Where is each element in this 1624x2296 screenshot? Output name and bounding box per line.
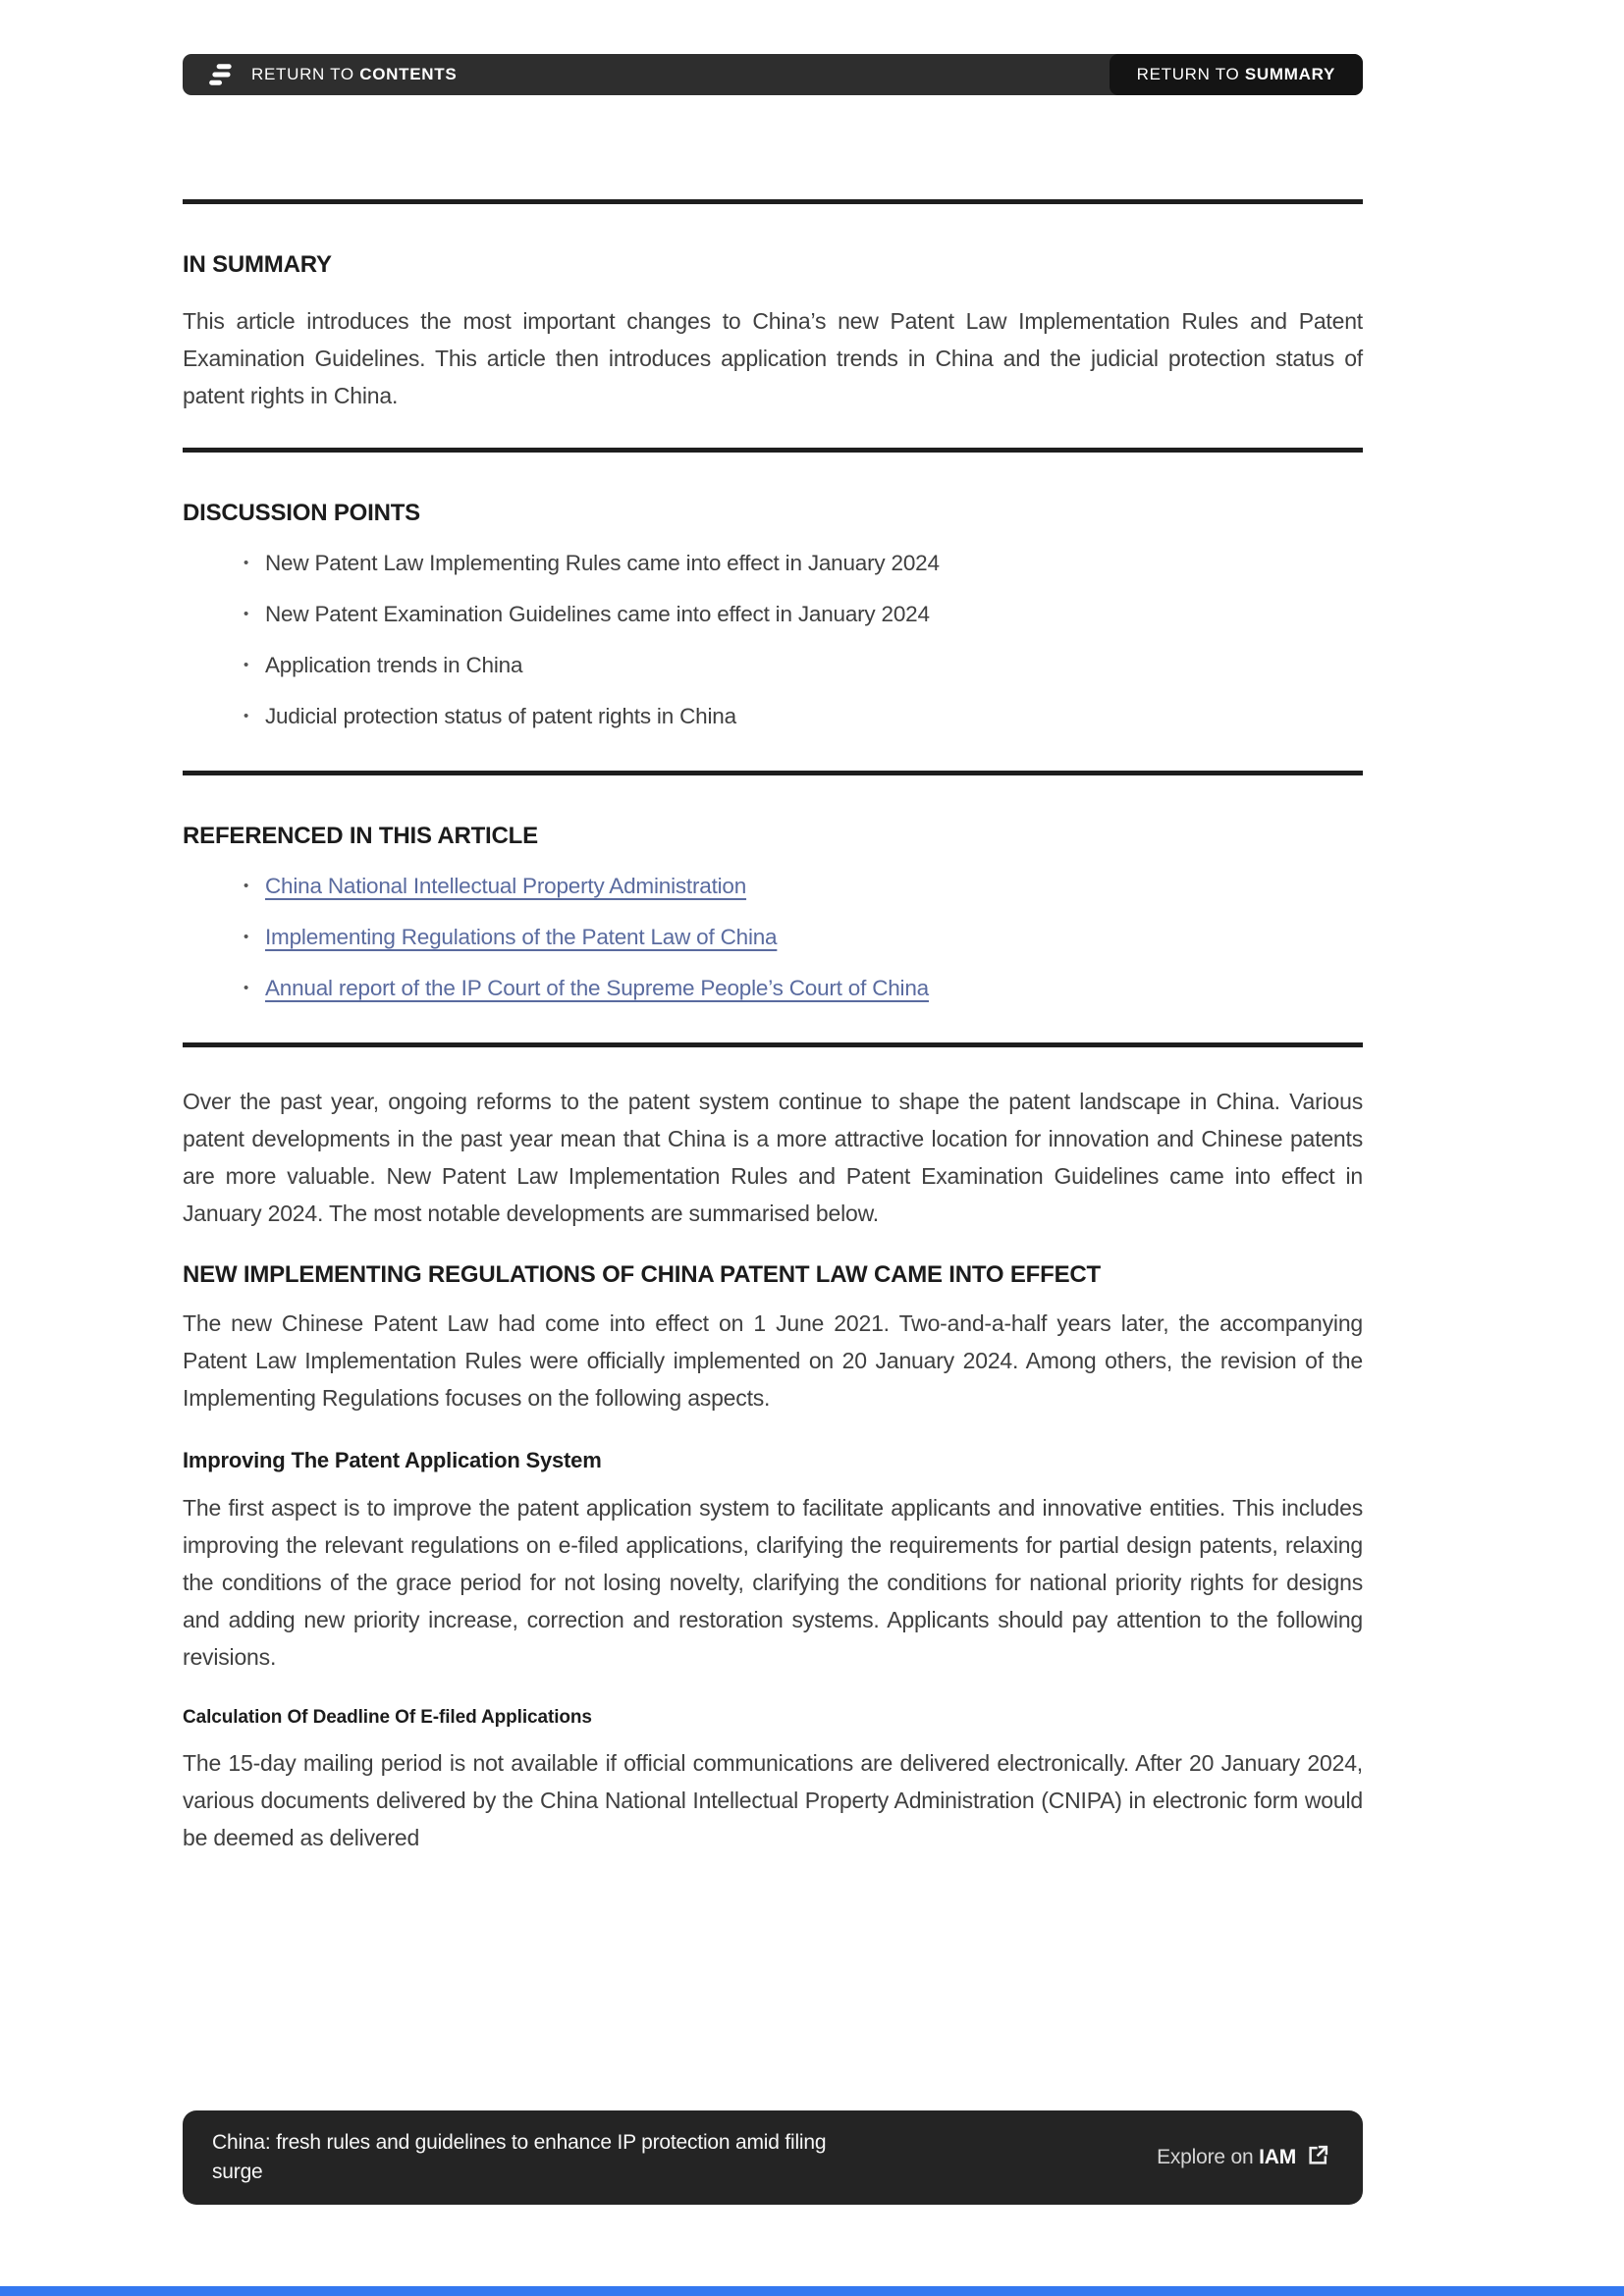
reference-link-item (244, 868, 1363, 905)
return-to-summary-button[interactable] (1110, 54, 1363, 95)
in-summary-heading: IN SUMMARY (183, 251, 332, 278)
article-section-heading: NEW IMPLEMENTING REGULATIONS OF CHINA PATENT LAW CAME INTO EFFECT (183, 1261, 1101, 1288)
discussion-points-section (183, 500, 1363, 735)
page-bottom-accent-bar (0, 2286, 1624, 2296)
discussion-point: • Judicial protection status of patent rights in China (244, 698, 1363, 735)
return-to-contents-button[interactable] (183, 54, 457, 95)
article-intro-paragraph: Over the past year, ongoing reforms to the patent system continue to shape the patent landscape in China. Various patent developments in the past year mean that China is a more attractive location for innovation and Chinese patents are more valuable. New Patent Law Implementation Rules and Patent Examination Guidelines came into effect in January 2024. The most notable developments are summarised below. (183, 1089, 1363, 1226)
explore-on-label: Explore on IAM (1157, 2146, 1296, 2168)
referenced-section (183, 823, 1363, 1007)
section-divider (183, 199, 1363, 204)
external-link-icon (1307, 2144, 1329, 2172)
discussion-points-heading: DISCUSSION POINTS (183, 500, 420, 526)
referenced-links-list (183, 868, 1363, 1007)
discussion-point: • New Patent Examination Guidelines came into effect in January 2024 (244, 596, 1363, 633)
section-divider (183, 448, 1363, 453)
discussion-point: • Application trends in China (244, 647, 1363, 684)
return-to-contents-label: RETURN TO CONTENTS (251, 65, 458, 83)
article-subsub-heading: Calculation Of Deadline Of E-filed Applications (183, 1707, 592, 1728)
section-divider (183, 771, 1363, 775)
article-section-paragraph: The new Chinese Patent Law had come into effect on 1 June 2021. Two-and-a-half years later, the accompanying Patent Law Implementation Rules were officially implemented on 20 January 2024. Among others, the revision of the Implementing Regulations focuses on the following aspects. (183, 1310, 1363, 1411)
reference-link[interactable]: Annual report of the IP Court of the Supreme People’s Court of China (265, 976, 929, 1000)
return-to-summary-label: RETURN TO SUMMARY (1136, 65, 1335, 83)
article-subsub-paragraph: The 15-day mailing period is not available if official communications are delivered electronically. After 20 January 2024, various documents delivered by the China National Intellectual Property Administration (CNIPA) in electronic form would be deemed as delivered (183, 1750, 1363, 1850)
discussion-points-list (183, 545, 1363, 735)
reference-link-item (244, 970, 1363, 1007)
article-sub-heading: Improving The Patent Application System (183, 1448, 602, 1472)
article-footer-title: China: fresh rules and guidelines to enhance IP protection amid filing surge (212, 2131, 827, 2183)
in-summary-section (183, 251, 1363, 414)
top-nav-bar (183, 54, 1363, 95)
in-summary-text: This article introduces the most important changes to China’s new Patent Law Implementation Rules and Patent Examination Guidelines. This article then introduces application trends in China and the judicial protection status of patent rights in China. (183, 308, 1363, 408)
contents-icon (207, 64, 237, 85)
section-divider (183, 1042, 1363, 1047)
referenced-heading: REFERENCED IN THIS ARTICLE (183, 823, 538, 849)
explore-on-iam-link[interactable] (1157, 2144, 1329, 2172)
reference-link[interactable]: Implementing Regulations of the Patent Law of China (265, 925, 778, 949)
document-page (183, 0, 1363, 1856)
article-footer-bar (183, 2110, 1363, 2205)
reference-link[interactable]: China National Intellectual Property Administration (265, 874, 747, 898)
article-sub-paragraph: The first aspect is to improve the patent application system to facilitate applicants and innovative entities. This includes improving the relevant regulations on e-filed applications, clarifying the requirements for partial design patents, relaxing the conditions of the grace period for not losing novelty, clarifying the conditions for national priority rights for designs and adding new priority increase, correction and restoration systems. Applicants should pay attention to the following revisions. (183, 1495, 1363, 1670)
discussion-point: • New Patent Law Implementing Rules came into effect in January 2024 (244, 545, 1363, 582)
reference-link-item (244, 919, 1363, 956)
article-body (183, 1083, 1363, 1856)
